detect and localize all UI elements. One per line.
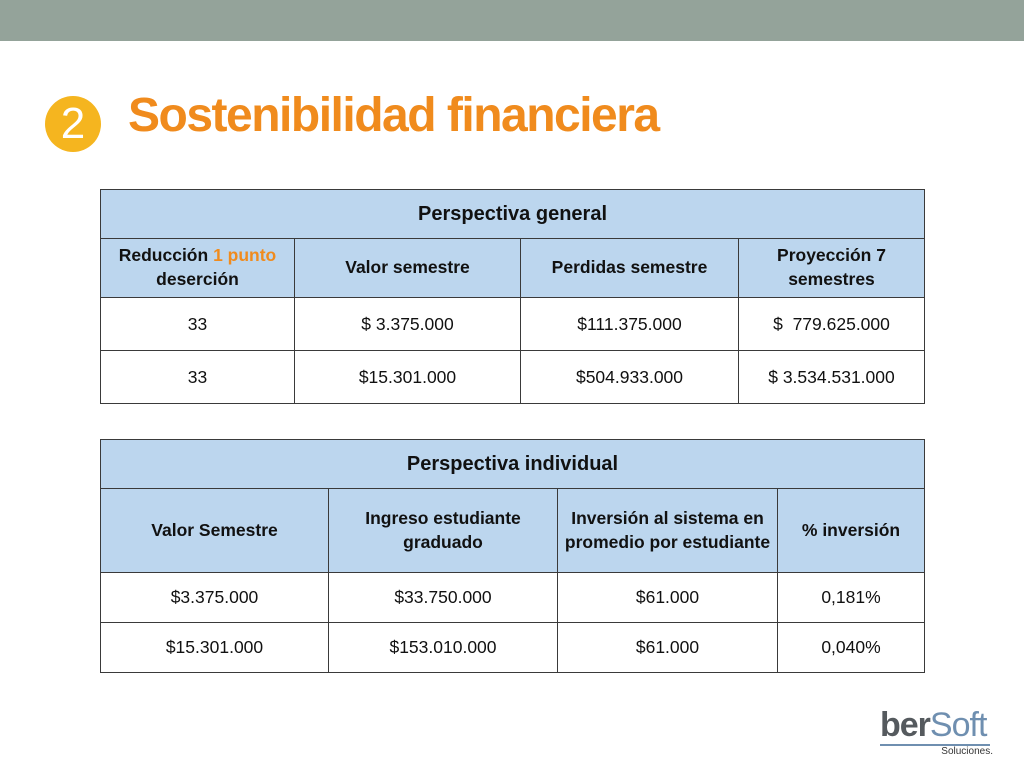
- column-header-ingreso: Ingreso estudiante graduado: [329, 489, 558, 573]
- table-header-row: [101, 489, 925, 573]
- table-cell: $15.301.000: [295, 351, 521, 404]
- table-row: [101, 351, 925, 404]
- column-header-porcentaje: % inversión: [778, 489, 925, 573]
- column-header-reduccion: [101, 239, 295, 298]
- table-row: [101, 623, 925, 673]
- header-text: Reducción: [118, 245, 214, 266]
- table-row: [101, 573, 925, 623]
- slide-number: 2: [60, 99, 86, 148]
- table-caption: Perspectiva general: [101, 190, 925, 239]
- table-header-row: [101, 239, 925, 298]
- table-cell: $33.750.000: [329, 573, 558, 623]
- bersoft-logo: [880, 705, 995, 761]
- table-cell: $504.933.000: [521, 351, 739, 404]
- table-cell: $61.000: [558, 573, 778, 623]
- table-cell: $3.375.000: [101, 573, 329, 623]
- logo-part-2: Soft: [929, 706, 987, 744]
- logo-part-1: ber: [880, 706, 930, 744]
- table-row: [101, 298, 925, 351]
- column-header-valor: Valor semestre: [295, 239, 521, 298]
- table-caption-row: [101, 440, 925, 489]
- table-caption-row: [101, 190, 925, 239]
- table-cell: 33: [101, 298, 295, 351]
- slide-title: Sostenibilidad financiera: [128, 89, 659, 142]
- top-bar: [0, 0, 1024, 41]
- column-header-perdidas: Perdidas semestre: [521, 239, 739, 298]
- table-cell: $61.000: [558, 623, 778, 673]
- table-cell: $153.010.000: [329, 623, 558, 673]
- table-cell: $ 3.534.531.000: [739, 351, 925, 404]
- slide-number-badge: [45, 96, 101, 152]
- table-cell: $111.375.000: [521, 298, 739, 351]
- table-cell: 33: [101, 351, 295, 404]
- table-cell: $15.301.000: [101, 623, 329, 673]
- logo-wordmark: [880, 705, 986, 745]
- table-cell: $ 3.375.000: [295, 298, 521, 351]
- header-accent-text: 1 punto: [213, 245, 277, 266]
- column-header-valor-semestre: Valor Semestre: [101, 489, 329, 573]
- column-header-inversion: Inversión al sistema en promedio por estudiante: [558, 489, 778, 573]
- table-cell: 0,040%: [778, 623, 925, 673]
- table-cell: $ 779.625.000: [739, 298, 925, 351]
- table-perspectiva-individual: [100, 439, 925, 673]
- table-caption: Perspectiva individual: [101, 440, 925, 489]
- column-header-proyeccion: Proyección 7 semestres: [739, 239, 925, 298]
- table-cell: 0,181%: [778, 573, 925, 623]
- header-text: deserción: [156, 269, 239, 289]
- table-perspectiva-general: [100, 189, 925, 404]
- logo-tagline: Soluciones.: [941, 746, 993, 757]
